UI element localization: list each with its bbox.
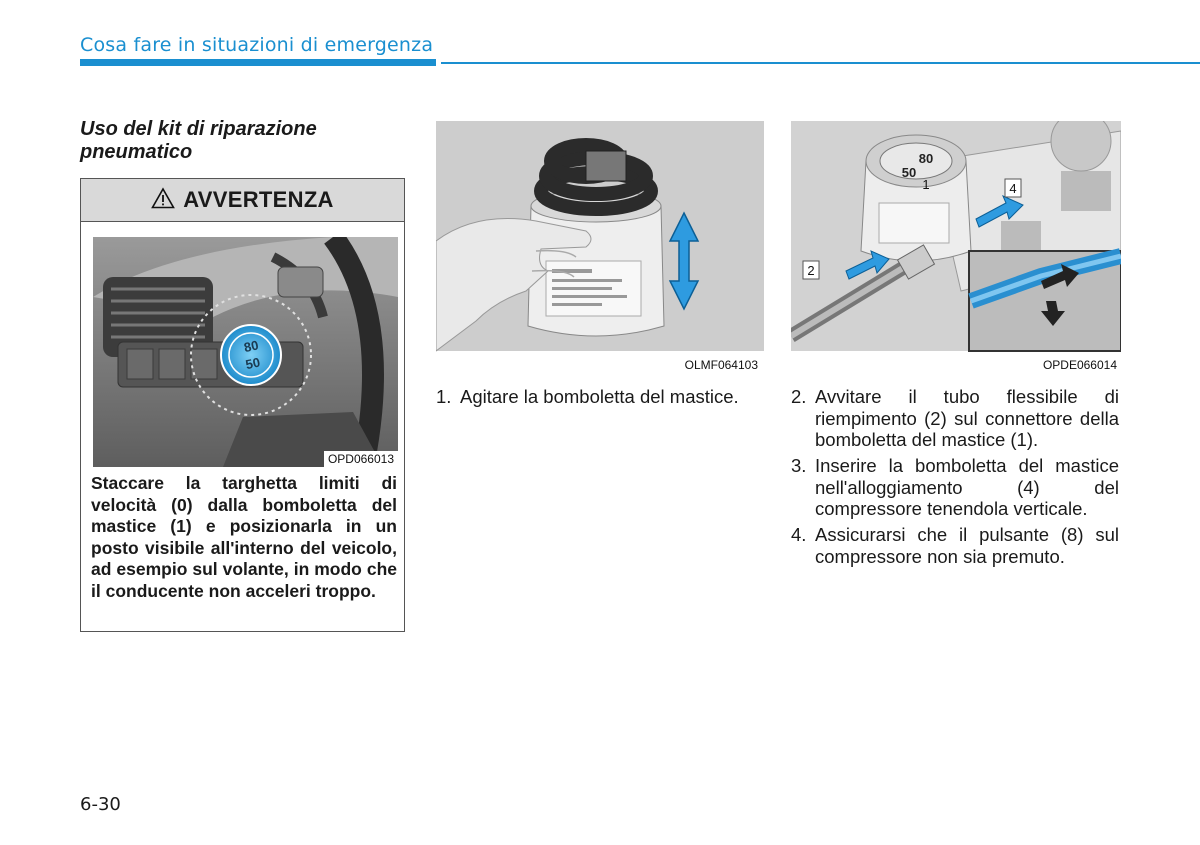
- step-number: 4.: [791, 524, 807, 545]
- chapter-title: Cosa fare in situazioni di emergenza: [80, 34, 434, 56]
- callout-2: 2: [807, 263, 815, 278]
- connect-hose-figure: [791, 121, 1121, 377]
- warning-triangle-icon: [151, 187, 175, 214]
- figure1-code: OLMF064103: [684, 358, 758, 372]
- step-4: [791, 524, 1121, 568]
- fig2-badge-top: 80: [918, 151, 934, 166]
- step-3: [791, 455, 1121, 521]
- step-text: Avvitare il tubo flessibile di riempimento (2) sul connettore della bomboletta del mastice (1).: [815, 386, 1119, 450]
- step-number: 3.: [791, 455, 807, 476]
- step-number: 1.: [436, 386, 452, 407]
- step-text: Inserire la bomboletta del mastice nell'alloggiamento (4) del compressore tenendola verticale.: [815, 455, 1119, 519]
- warning-text: Staccare la targhetta limiti di velocità (0) dalla bomboletta del mastice (1) e posizionarla in un posto visibile all'interno del veicolo, ad esempio sul volante, in modo che il conducente non acceleri troppo.: [91, 473, 397, 601]
- callout-4: 4: [1009, 181, 1017, 196]
- step-1: [436, 386, 766, 408]
- step-2: [791, 386, 1121, 452]
- figure2-code: OPDE066014: [1042, 358, 1117, 372]
- warning-box: [80, 178, 405, 632]
- section-heading: Uso del kit di riparazione pneumatico: [80, 118, 317, 163]
- fig2-badge-bottom: 50: [901, 165, 917, 180]
- badge-bottom: 50: [244, 354, 262, 373]
- header-rule-thick: [80, 59, 436, 66]
- image-code: OPD066013: [324, 451, 398, 467]
- dashboard-photo: [93, 237, 398, 467]
- badge-top: 80: [242, 337, 260, 356]
- warning-header: [81, 179, 404, 222]
- step-text: Agitare la bomboletta del mastice.: [460, 386, 739, 407]
- callout-1: 1: [922, 177, 930, 192]
- header-rule-thin: [441, 62, 1200, 64]
- step-number: 2.: [791, 386, 807, 407]
- shake-canister-figure: [436, 121, 764, 377]
- warning-title: AVVERTENZA: [183, 187, 334, 212]
- page-number: 6-30: [80, 794, 121, 815]
- step-text: Assicurarsi che il pulsante (8) sul compressore non sia premuto.: [815, 524, 1119, 567]
